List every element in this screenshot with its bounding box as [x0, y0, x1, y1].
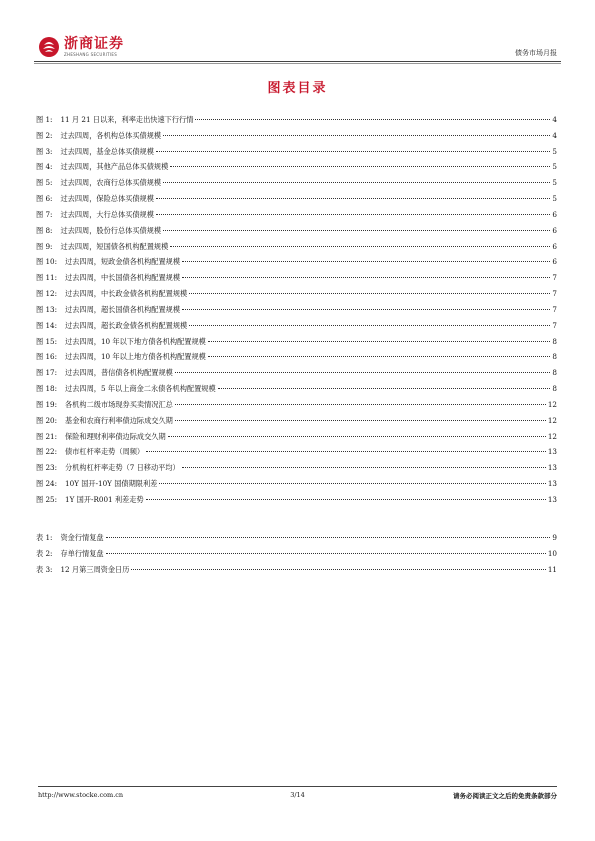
website-link[interactable]: http://www.stocke.com.cn — [38, 791, 124, 799]
page-number: 3/14 — [290, 791, 305, 799]
entry-title: 过去四周，超长国债各机构配置规模 — [65, 304, 181, 314]
entry-title: 过去四周，中长国债各机构配置规模 — [65, 273, 181, 283]
entry-title: 过去四周，5 年以上商金二永债各机构配置规模 — [65, 384, 216, 394]
entry-label: 图 7: — [36, 209, 53, 219]
dot-leader — [175, 404, 546, 405]
entry-page-number: 5 — [552, 146, 557, 156]
entry-title: 过去四周，短国债各机构配置规模 — [60, 241, 169, 251]
entry-page-number: 8 — [552, 384, 557, 394]
dot-leader — [189, 325, 550, 326]
entry-label: 图 21: — [36, 431, 58, 441]
entry-label: 图 15: — [36, 336, 58, 346]
dot-leader — [163, 135, 550, 136]
entry-label: 表 1: — [36, 533, 53, 542]
figure-index-list — [36, 112, 557, 508]
entry-title: 资金行情复盘 — [60, 533, 104, 542]
entry-page-number: 6 — [552, 209, 557, 219]
report-type-label: 债务市场月报 — [515, 49, 557, 57]
entry-label: 图 13: — [36, 304, 58, 314]
dot-leader — [131, 569, 545, 570]
entry-label: 表 2: — [36, 548, 53, 558]
entry-title: 保险和理财利率债边际成交久期 — [65, 431, 166, 441]
figure-index-entry[interactable] — [36, 270, 557, 286]
dot-leader — [175, 420, 546, 421]
entry-label: 图 10: — [36, 257, 58, 267]
entry-page-number: 10 — [547, 548, 557, 558]
dot-leader — [175, 372, 551, 373]
dot-leader — [182, 467, 546, 468]
entry-page-number: 6 — [552, 257, 557, 267]
dot-leader — [156, 151, 551, 152]
entry-label: 图 18: — [36, 384, 58, 394]
entry-title: 过去四周，中长政金债各机构配置规模 — [65, 289, 188, 299]
entry-page-number: 9 — [552, 533, 557, 542]
entry-page-number: 5 — [552, 178, 557, 188]
figure-index-entry[interactable] — [36, 144, 557, 160]
entry-label: 图 12: — [36, 289, 58, 299]
figure-index-entry[interactable] — [36, 128, 557, 144]
dot-leader — [146, 499, 546, 500]
logo-chinese-name: 浙商证券 — [64, 35, 124, 52]
dot-leader — [182, 277, 550, 278]
figure-index-entry[interactable] — [36, 444, 557, 460]
figure-index-entry[interactable] — [36, 239, 557, 255]
page-footer — [38, 786, 557, 800]
entry-page-number: 7 — [552, 289, 557, 299]
footer-divider — [38, 786, 557, 787]
entry-label: 表 3: — [36, 564, 53, 574]
table-index-list — [36, 530, 557, 577]
dot-leader — [182, 261, 550, 262]
entry-title: 12 月第三周资金日历 — [60, 564, 130, 574]
entry-page-number: 13 — [547, 463, 557, 473]
header-divider-thin — [34, 63, 561, 64]
dot-leader — [156, 198, 551, 199]
entry-page-number: 7 — [552, 273, 557, 283]
header-divider — [34, 61, 561, 62]
entry-label: 图 20: — [36, 415, 58, 425]
entry-label: 图 11: — [36, 273, 58, 283]
table-index-entry[interactable] — [36, 562, 557, 578]
entry-title: 过去四周，股份行总体买债规模 — [60, 225, 162, 235]
dot-leader — [170, 246, 550, 247]
table-index-entry[interactable] — [36, 530, 557, 546]
entry-label: 图 8: — [36, 225, 53, 235]
page-title: 图表目录 — [267, 81, 328, 96]
entry-label: 图 1: — [36, 115, 53, 124]
company-logo — [38, 36, 124, 58]
figure-index-entry[interactable] — [36, 191, 557, 207]
dot-leader — [189, 293, 550, 294]
entry-title: 分机构杠杆率走势（7 日移动平均） — [65, 463, 180, 473]
entry-title: 过去四周，短政金债各机构配置规模 — [65, 257, 181, 267]
dot-leader — [208, 356, 551, 357]
entry-title: 1Y 国开-R001 利差走势 — [65, 494, 144, 504]
figure-index-entry[interactable] — [36, 397, 557, 413]
entry-page-number: 6 — [552, 225, 557, 235]
entry-title: 11 月 21 日以来，利率走出快速下行行情 — [60, 115, 194, 124]
entry-title: 10Y 国开-10Y 国债期限利差 — [65, 479, 158, 489]
entry-page-number: 4 — [552, 130, 557, 140]
entry-title: 过去四周，农商行总体买债规模 — [60, 178, 162, 188]
dot-leader — [195, 119, 550, 120]
entry-page-number: 5 — [552, 194, 557, 204]
figure-index-entry[interactable] — [36, 492, 557, 508]
entry-label: 图 5: — [36, 178, 53, 188]
dot-leader — [159, 483, 546, 484]
entry-page-number: 13 — [547, 479, 557, 489]
entry-title: 基金和农商行利率债边际成交久期 — [65, 415, 173, 425]
entry-page-number: 7 — [552, 304, 557, 314]
entry-label: 图 22: — [36, 447, 58, 457]
figure-index-entry[interactable] — [36, 159, 557, 175]
entry-label: 图 16: — [36, 352, 58, 362]
entry-title: 过去四周，基金总体买债规模 — [60, 146, 154, 156]
figure-index-entry[interactable] — [36, 365, 557, 381]
entry-title: 过去四周，保险总体买债规模 — [60, 194, 154, 204]
entry-label: 图 3: — [36, 146, 53, 156]
figure-index-entry[interactable] — [36, 318, 557, 334]
figure-index-entry[interactable] — [36, 112, 557, 128]
figure-index-entry[interactable] — [36, 207, 557, 223]
dot-leader — [218, 388, 551, 389]
entry-title: 过去四周，大行总体买债规模 — [60, 209, 154, 219]
entry-page-number: 8 — [552, 352, 557, 362]
page-header — [34, 34, 561, 64]
entry-label: 图 9: — [36, 241, 53, 251]
dot-leader — [106, 553, 546, 554]
disclaimer-text: 请务必阅读正文之后的免责条款部分 — [453, 792, 557, 800]
entry-title: 过去四周，10 年以下地方债各机构配置规模 — [65, 336, 206, 346]
figure-index-entry[interactable] — [36, 460, 557, 476]
entry-page-number: 12 — [547, 415, 557, 425]
entry-page-number: 13 — [547, 494, 557, 504]
entry-page-number: 11 — [547, 564, 557, 574]
entry-label: 图 23: — [36, 463, 58, 473]
entry-page-number: 7 — [552, 320, 557, 330]
dot-leader — [168, 436, 546, 437]
figure-index-entry[interactable] — [36, 254, 557, 270]
figure-index-entry[interactable] — [36, 381, 557, 397]
entry-title: 过去四周，其他产品总体买债规模 — [60, 162, 169, 172]
entry-page-number: 8 — [552, 368, 557, 378]
dot-leader — [163, 230, 550, 231]
entry-label: 图 6: — [36, 194, 53, 204]
entry-title: 过去四周，10 年以上地方债各机构配置规模 — [65, 352, 206, 362]
figure-index-entry[interactable] — [36, 286, 557, 302]
entry-page-number: 5 — [552, 162, 557, 172]
figure-index-entry[interactable] — [36, 349, 557, 365]
figure-index-entry[interactable] — [36, 302, 557, 318]
figure-index-entry[interactable] — [36, 175, 557, 191]
table-index-entry[interactable] — [36, 546, 557, 562]
entry-title: 各机构二级市场现券买卖情况汇总 — [65, 399, 173, 409]
logo-emblem-icon — [38, 36, 60, 58]
entry-label: 图 24: — [36, 479, 58, 489]
entry-label: 图 14: — [36, 320, 58, 330]
entry-page-number: 13 — [547, 447, 557, 457]
entry-page-number: 8 — [552, 336, 557, 346]
logo-english-name: ZHESHANG SECURITIES — [64, 51, 118, 57]
dot-leader — [170, 166, 550, 167]
dot-leader — [156, 214, 551, 215]
entry-label: 图 4: — [36, 162, 53, 172]
entry-label: 图 25: — [36, 494, 58, 504]
entry-title: 过去四周，超长政金债各机构配置规模 — [65, 320, 188, 330]
dot-leader — [163, 182, 550, 183]
entry-label: 图 2: — [36, 130, 53, 140]
dot-leader — [208, 341, 551, 342]
entry-title: 过去四周，普信债各机构配置规模 — [65, 368, 173, 378]
entry-title: 存单行情复盘 — [60, 548, 104, 558]
figure-index-entry[interactable] — [36, 413, 557, 429]
entry-page-number: 6 — [552, 241, 557, 251]
figure-index-entry[interactable] — [36, 476, 557, 492]
figure-index-entry[interactable] — [36, 429, 557, 445]
figure-index-entry[interactable] — [36, 223, 557, 239]
dot-leader — [182, 309, 550, 310]
entry-page-number: 12 — [547, 399, 557, 409]
entry-title: 债市杠杆率走势（周频） — [65, 447, 145, 457]
entry-label: 图 17: — [36, 368, 58, 378]
dot-leader — [146, 451, 546, 452]
figure-index-entry[interactable] — [36, 334, 557, 350]
entry-title: 过去四周，各机构总体买债规模 — [60, 130, 162, 140]
entry-page-number: 12 — [547, 431, 557, 441]
entry-page-number: 4 — [552, 115, 557, 124]
dot-leader — [106, 537, 551, 538]
entry-label: 图 19: — [36, 399, 58, 409]
